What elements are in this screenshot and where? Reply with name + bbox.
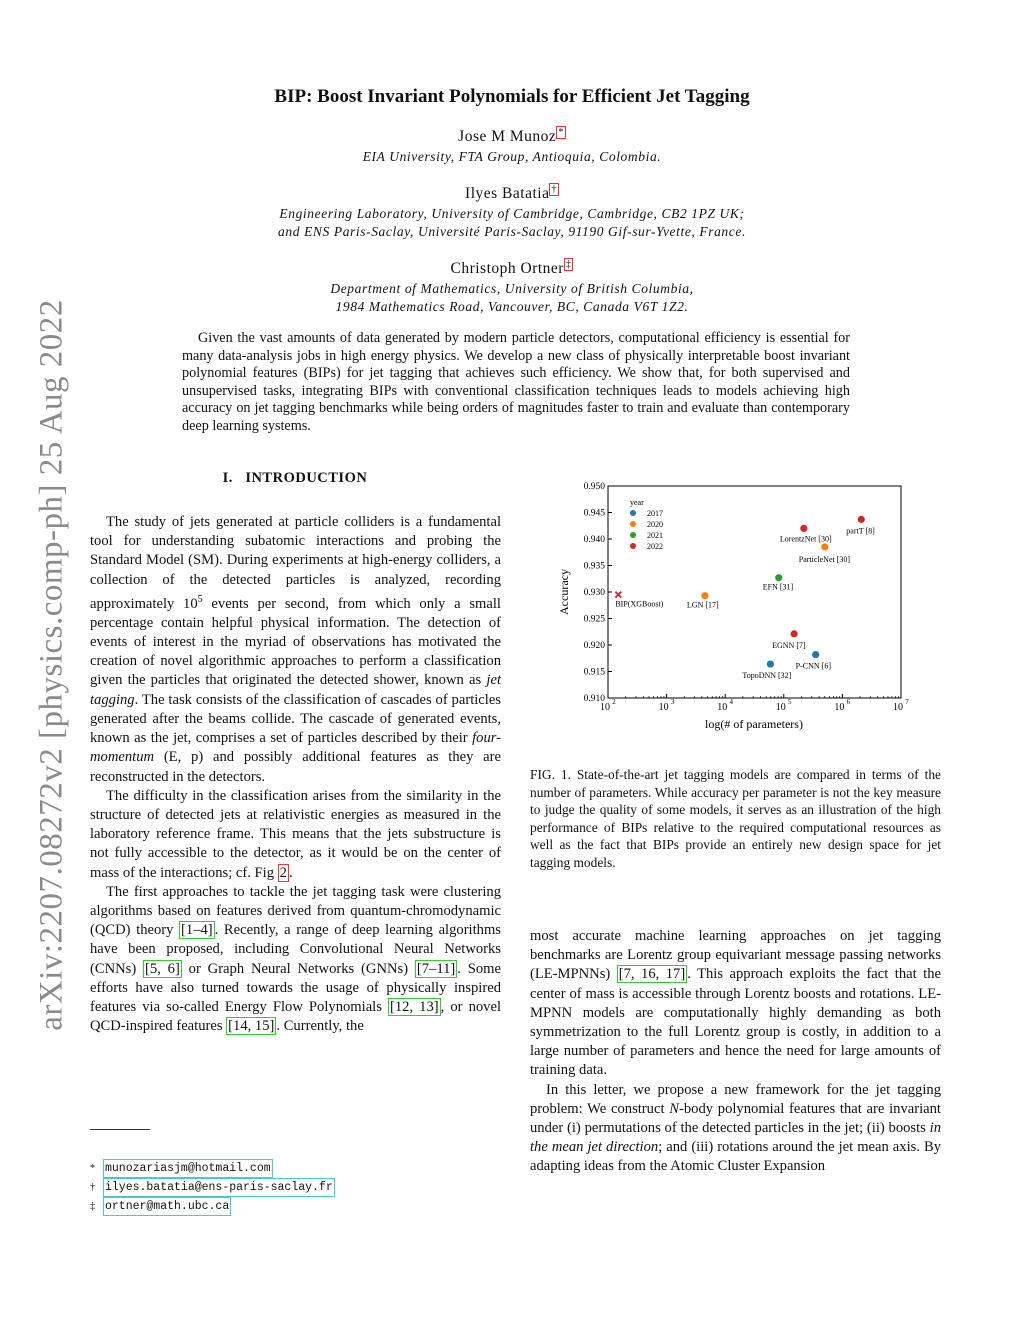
author-affiliation: and ENS Paris-Saclay, Université Paris-Saclay, 91190 Gif-sur-Yvette, France.: [278, 224, 746, 239]
legend: [630, 498, 663, 551]
x-tick-exponent: 3: [670, 698, 675, 706]
x-axis-label: log(# of parameters): [705, 717, 803, 731]
email-link[interactable]: ortner@math.ubc.ca: [103, 1197, 231, 1216]
y-axis-label: Accuracy: [557, 569, 571, 615]
data-point: [812, 651, 819, 658]
y-tick-label: 0.925: [583, 614, 605, 625]
citation-link[interactable]: [14, 15]: [228, 1018, 275, 1035]
data-point-label: LGN [17]: [686, 600, 719, 610]
author-name: Ilyes Batatia †: [465, 183, 557, 202]
data-point: [767, 660, 774, 667]
data-point-label: EGNN [7]: [772, 640, 806, 650]
footnote-link[interactable]: †: [551, 183, 557, 195]
footnote-link[interactable]: *: [558, 126, 564, 138]
data-point-label: EFN [31]: [762, 582, 794, 592]
legend-marker: [630, 521, 636, 527]
x-tick-label: 10: [834, 702, 845, 713]
data-point: [858, 516, 865, 523]
arxiv-id: arXiv:2207.08272v2 [physics.comp-ph] 25 Aug 2022: [33, 299, 70, 1031]
y-tick-label: 0.950: [583, 482, 605, 492]
author-affiliation: 1984 Mathematics Road, Vancouver, BC, Canada V6T 1Z2.: [335, 299, 689, 314]
intro-right-column: [530, 927, 941, 1177]
paper-title: BIP: Boost Invariant Polynomials for Efficient Jet Tagging: [274, 86, 750, 107]
data-point-label: BIP(XGBoost): [615, 599, 664, 609]
data-point-label: ParticleNet [30]: [798, 554, 851, 564]
x-tick-exponent: 4: [729, 698, 733, 706]
y-tick-label: 0.930: [583, 588, 605, 598]
scatter-plot: [528, 476, 918, 736]
author-affiliation: EIA University, FTA Group, Antioquia, Colombia.: [362, 149, 662, 164]
data-point: [775, 574, 782, 581]
x-tick-label: 10: [658, 702, 669, 713]
legend-label: 2020: [647, 520, 663, 529]
data-point: [701, 592, 708, 599]
citation-link[interactable]: [7, 16, 17]: [618, 966, 686, 983]
footnote-rule: [90, 1129, 150, 1130]
paragraph: In this letter, we propose a new framework for the jet tagging problem: We construct N-body polynomial features that are invariant under (i) permutations of the detected particles in the jet; (ii) boosts in the mean jet direction; and (iii) rotations around the jet mean axis. By adapting ideas from the Atomic Cluster Expansion: [530, 1081, 941, 1175]
figure-ref-link[interactable]: 2: [279, 864, 287, 881]
data-point-label: TopoDNN [32]: [742, 671, 792, 681]
author-affiliation: Department of Mathematics, University of British Columbia,: [330, 281, 694, 296]
x-tick-exponent: 7: [905, 698, 909, 706]
y-tick-label: 0.920: [583, 641, 605, 651]
y-tick-label: 0.940: [583, 535, 605, 545]
x-tick-label: 10: [600, 702, 610, 713]
citation-link[interactable]: [1–4]: [181, 922, 213, 939]
footnote: † ilyes.batatia@ens-paris-saclay.fr: [90, 1178, 335, 1197]
abstract: Given the vast amounts of data generated by modern particle detectors, computational efficiency is essential for many data-analysis jobs in high energy physics. We develop a new class of physically interpretable boost invariant polynomial features (BIPs) for jet tagging that achieves such efficiency. We show that, for both supervised and unsupervised tasks, integrating BIPs with conventional classification techniques leads to models achieving high accuracy on jet tagging benchmarks while being orders of magnitudes faster to train and evaluate than contemporary deep learning systems.: [182, 330, 850, 434]
legend-marker: [630, 510, 636, 516]
author-block-1: [0, 128, 1024, 166]
data-point-label: partT [8]: [846, 526, 875, 536]
section-heading: I. INTRODUCTION: [222, 470, 368, 486]
figure-1-chart: [528, 476, 918, 736]
data-point: [821, 543, 828, 550]
footnote-link[interactable]: ‡: [565, 258, 572, 270]
citation-link[interactable]: [12, 13]: [389, 998, 439, 1015]
y-tick-label: 0.945: [583, 508, 605, 519]
x-tick-label: 10: [775, 702, 786, 713]
legend-label: 2017: [647, 509, 663, 518]
x-axis: [600, 694, 909, 713]
paragraph: The first approaches to tackle the jet tagging task were clustering algorithms based on features derived from quantum-chromodynamic (QCD) theory [1–4] . Recently, a range of deep learning algorithms have been proposed, including Convolutional Neural Networks (CNNs) [5, 6] or Graph Neural Networks (GNNs) [7–11] . Some efforts have also turned towards the usage of physically inspired features via so-called Energy Flow Polynomials [12, 13] , or novel QCD-inspired features [14, 15] . Currently, the: [90, 883, 501, 1035]
data-point: [800, 525, 807, 532]
author-name: Jose M Munoz *: [458, 126, 564, 145]
footnote: ‡ ortner@math.ubc.ca: [90, 1197, 335, 1216]
email-link[interactable]: munozariasjm@hotmail.com: [103, 1159, 273, 1178]
legend-label: 2022: [647, 542, 663, 551]
footnotes: [90, 1159, 335, 1216]
arxiv-sidebar: [22, 285, 82, 1045]
citation-link[interactable]: [5, 6]: [145, 960, 180, 977]
legend-title: year: [630, 498, 644, 507]
author-block-2: [0, 185, 1024, 241]
email-link[interactable]: ilyes.batatia@ens-paris-saclay.fr: [103, 1178, 335, 1197]
legend-marker: [630, 543, 636, 549]
data-point-label: P-CNN [6]: [795, 661, 832, 671]
data-point-label: LorentzNet [30]: [779, 534, 832, 544]
author-affiliation: Engineering Laboratory, University of Cambridge, Cambridge, CB2 1PZ UK;: [279, 206, 745, 221]
paragraph: The difficulty in the classification arises from the similarity in the structure of detected jets at relativistic energies as measured in the laboratory reference frame. This means that the jets substructure is not fully accessible to the detector, as it would be on the center of mass of the interactions; cf. Fig 2 .: [90, 787, 501, 881]
footnote: * munozariasjm@hotmail.com: [90, 1159, 335, 1178]
x-tick-exponent: 6: [846, 698, 851, 706]
y-tick-label: 0.935: [583, 561, 605, 572]
data-points: [615, 516, 875, 680]
author-block-3: [0, 260, 1024, 316]
paragraph: The study of jets generated at particle colliders is a fundamental tool for understanding subatomic interactions and probing the Standard Model (SM). During experiments at high-energy colliders, a collection of the detected particles is analyzed, recording approximately $10^5$ events per second, from which only a small percentage contain helpful physical information. The detection of events of interest in the myriad of observations has motivated the creation of novel algorithmic approaches to perform a classification given the particles that originated the detected shower, known as jet tagging. The task consists of the classification of cascades of particles generated after the beams collide. The cascade of generated events, known as the jet, comprises a set of particles described by their four-momentum (E, p) and possibly additional features as they are reconstructed in the detectors.: [90, 514, 501, 785]
figure-caption: FIG. 1. State-of-the-art jet tagging models are compared in terms of the number of parameters. While accuracy per parameter is not the key measure to judge the quality of some models, it serves as an illustration of the high performance of BIPs relative to the required computational resources as well as the fact that BIPs provide an entirely new design space for jet tagging models.: [530, 767, 941, 870]
paragraph: most accurate machine learning approaches on jet tagging benchmarks are Lorentz group equivariant message passing networks (LE-MPNNs) [7, 16, 17] . This approach exploits the fact that the center of mass is accessible through Lorentz boosts and rotations. LE-MPNN models are computationally highly demanding as both symmetrization to the full Lorentz group is costly, in addition to a large number of parameters and hence the need for large amounts of training data.: [530, 928, 941, 1079]
x-tick-exponent: 2: [612, 698, 616, 706]
legend-label: 2021: [647, 531, 663, 540]
x-tick-label: 10: [893, 702, 903, 713]
citation-link[interactable]: [7–11]: [416, 960, 456, 977]
intro-left-column: [90, 513, 501, 1036]
x-tick-label: 10: [717, 702, 728, 713]
data-point: [791, 630, 798, 637]
y-tick-label: 0.910: [583, 694, 605, 704]
legend-marker: [630, 532, 636, 538]
y-tick-label: 0.915: [583, 667, 605, 678]
author-name: Christoph Ortner ‡: [450, 258, 572, 277]
x-tick-exponent: 5: [788, 698, 792, 706]
